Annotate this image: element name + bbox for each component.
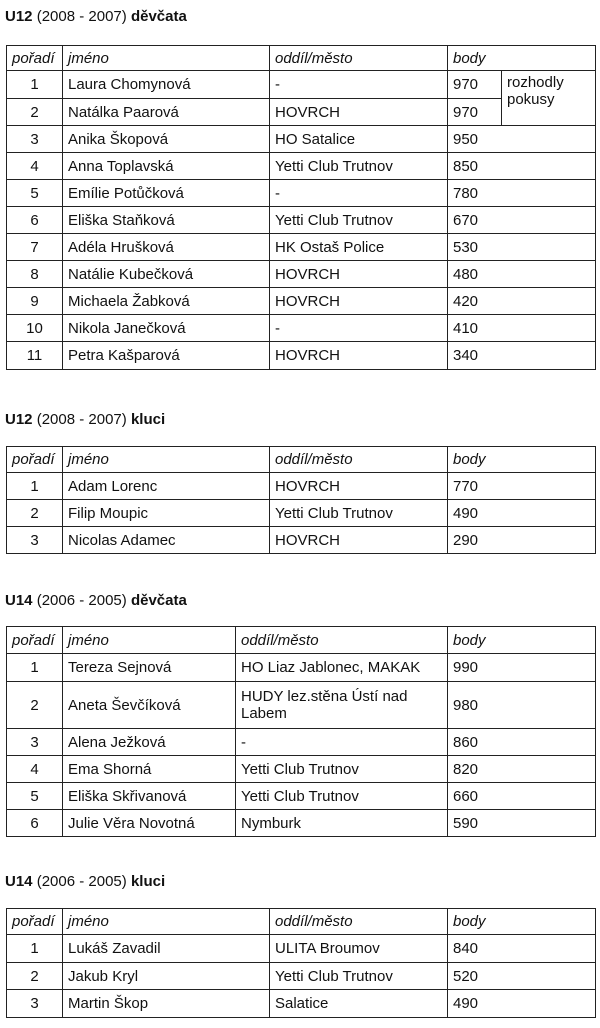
name-cell: Martin Škop (63, 990, 270, 1018)
rank-cell: 3 (7, 126, 63, 153)
name-cell: Eliška Staňková (63, 207, 270, 234)
header-club: oddíl/město (236, 627, 448, 654)
points-cell: 980 (448, 682, 596, 729)
club-cell: HK Ostaš Police (270, 234, 448, 261)
name-cell: Laura Chomynová (63, 71, 270, 99)
points-cell: 970 (448, 71, 502, 99)
rank-cell: 7 (7, 234, 63, 261)
rank-cell: 2 (7, 682, 63, 729)
name-cell: Adam Lorenc (63, 473, 270, 500)
header-club: oddíl/město (270, 46, 448, 71)
club-cell: - (236, 729, 448, 756)
header-name: jméno (63, 46, 270, 71)
name-cell: Adéla Hrušková (63, 234, 270, 261)
name-cell: Emílie Potůčková (63, 180, 270, 207)
table-row (7, 126, 596, 153)
header-points: body (448, 447, 596, 473)
results-table-u12-girls (6, 45, 596, 370)
club-cell: Nymburk (236, 810, 448, 837)
header-name: jméno (63, 447, 270, 473)
club-cell: Yetti Club Trutnov (270, 500, 448, 527)
rank-cell: 5 (7, 180, 63, 207)
rank-cell: 8 (7, 261, 63, 288)
rank-cell: 1 (7, 654, 63, 682)
club-cell: Yetti Club Trutnov (270, 207, 448, 234)
rank-cell: 4 (7, 153, 63, 180)
table-row (7, 500, 596, 527)
header-club: oddíl/město (270, 909, 448, 935)
table-row (7, 682, 596, 729)
rank-cell: 2 (7, 99, 63, 126)
rank-cell: 5 (7, 783, 63, 810)
points-cell: 660 (448, 783, 596, 810)
club-cell: ULITA Broumov (270, 935, 448, 963)
header-club: oddíl/město (270, 447, 448, 473)
name-cell: Anna Toplavská (63, 153, 270, 180)
section-title-u12-girls: U12 (2008 - 2007) děvčata (5, 8, 187, 25)
club-cell: Yetti Club Trutnov (270, 963, 448, 990)
rank-cell: 2 (7, 500, 63, 527)
club-cell: HOVRCH (270, 342, 448, 370)
club-cell: HOVRCH (270, 527, 448, 554)
header-name: jméno (63, 909, 270, 935)
table-row (7, 71, 596, 99)
table-row (7, 180, 596, 207)
points-cell: 290 (448, 527, 596, 554)
table-header-row (7, 46, 596, 71)
points-cell: 340 (448, 342, 596, 370)
section-title-u14-boys: U14 (2006 - 2005) kluci (5, 873, 166, 890)
results-table-u14-girls (6, 626, 596, 837)
tiebreak-note: rozhodly pokusy (502, 71, 596, 126)
name-cell: Petra Kašparová (63, 342, 270, 370)
name-cell: Natálie Kubečková (63, 261, 270, 288)
points-cell: 850 (448, 153, 596, 180)
rank-cell: 2 (7, 963, 63, 990)
points-cell: 480 (448, 261, 596, 288)
rank-cell: 1 (7, 473, 63, 500)
name-cell: Natálka Paarová (63, 99, 270, 126)
table-row (7, 315, 596, 342)
header-rank: pořadí (7, 627, 63, 654)
points-cell: 520 (448, 963, 596, 990)
table-row (7, 288, 596, 315)
club-cell: Salatice (270, 990, 448, 1018)
name-cell: Nikola Janečková (63, 315, 270, 342)
points-cell: 990 (448, 654, 596, 682)
header-points: body (448, 46, 596, 71)
table-row (7, 963, 596, 990)
club-cell: - (270, 315, 448, 342)
section-title-u12-boys: U12 (2008 - 2007) kluci (5, 411, 166, 428)
points-cell: 530 (448, 234, 596, 261)
table-row (7, 527, 596, 554)
results-table-u12-boys (6, 446, 596, 554)
points-cell: 840 (448, 935, 596, 963)
name-cell: Julie Věra Novotná (63, 810, 236, 837)
name-cell: Ema Shorná (63, 756, 236, 783)
name-cell: Alena Ježková (63, 729, 236, 756)
header-points: body (448, 627, 596, 654)
points-cell: 820 (448, 756, 596, 783)
section-title-u14-girls: U14 (2006 - 2005) děvčata (5, 592, 187, 609)
points-cell: 860 (448, 729, 596, 756)
header-rank: pořadí (7, 46, 63, 71)
table-row (7, 473, 596, 500)
results-table-u14-boys (6, 908, 596, 1018)
header-name: jméno (63, 627, 236, 654)
rank-cell: 6 (7, 810, 63, 837)
name-cell: Anika Škopová (63, 126, 270, 153)
header-rank: pořadí (7, 447, 63, 473)
club-cell: Yetti Club Trutnov (270, 153, 448, 180)
points-cell: 590 (448, 810, 596, 837)
table-row (7, 756, 596, 783)
club-cell: Yetti Club Trutnov (236, 783, 448, 810)
points-cell: 420 (448, 288, 596, 315)
name-cell: Nicolas Adamec (63, 527, 270, 554)
name-cell: Filip Moupic (63, 500, 270, 527)
table-header-row (7, 627, 596, 654)
header-points: body (448, 909, 596, 935)
name-cell: Michaela Žabková (63, 288, 270, 315)
table-row (7, 654, 596, 682)
rank-cell: 9 (7, 288, 63, 315)
rank-cell: 10 (7, 315, 63, 342)
header-rank: pořadí (7, 909, 63, 935)
table-row (7, 153, 596, 180)
rank-cell: 3 (7, 527, 63, 554)
club-cell: Yetti Club Trutnov (236, 756, 448, 783)
club-cell: HOVRCH (270, 473, 448, 500)
name-cell: Lukáš Zavadil (63, 935, 270, 963)
table-header-row (7, 447, 596, 473)
club-cell: HO Satalice (270, 126, 448, 153)
club-cell: HOVRCH (270, 99, 448, 126)
club-cell: - (270, 180, 448, 207)
table-row (7, 935, 596, 963)
rank-cell: 4 (7, 756, 63, 783)
points-cell: 410 (448, 315, 596, 342)
table-row (7, 810, 596, 837)
rank-cell: 1 (7, 71, 63, 99)
table-row (7, 261, 596, 288)
table-row (7, 783, 596, 810)
points-cell: 770 (448, 473, 596, 500)
club-cell: HO Liaz Jablonec, MAKAK (236, 654, 448, 682)
table-row (7, 342, 596, 370)
name-cell: Tereza Sejnová (63, 654, 236, 682)
club-cell: HUDY lez.stěna Ústí nad Labem (236, 682, 448, 729)
points-cell: 670 (448, 207, 596, 234)
rank-cell: 6 (7, 207, 63, 234)
points-cell: 780 (448, 180, 596, 207)
name-cell: Aneta Ševčíková (63, 682, 236, 729)
table-row (7, 234, 596, 261)
club-cell: HOVRCH (270, 288, 448, 315)
points-cell: 490 (448, 990, 596, 1018)
table-row (7, 990, 596, 1018)
points-cell: 970 (448, 99, 502, 126)
rank-cell: 3 (7, 729, 63, 756)
name-cell: Jakub Kryl (63, 963, 270, 990)
points-cell: 490 (448, 500, 596, 527)
rank-cell: 1 (7, 935, 63, 963)
rank-cell: 3 (7, 990, 63, 1018)
table-row (7, 729, 596, 756)
points-cell: 950 (448, 126, 596, 153)
table-row (7, 207, 596, 234)
rank-cell: 11 (7, 342, 63, 370)
club-cell: HOVRCH (270, 261, 448, 288)
table-header-row (7, 909, 596, 935)
name-cell: Eliška Skřivanová (63, 783, 236, 810)
club-cell: - (270, 71, 448, 99)
